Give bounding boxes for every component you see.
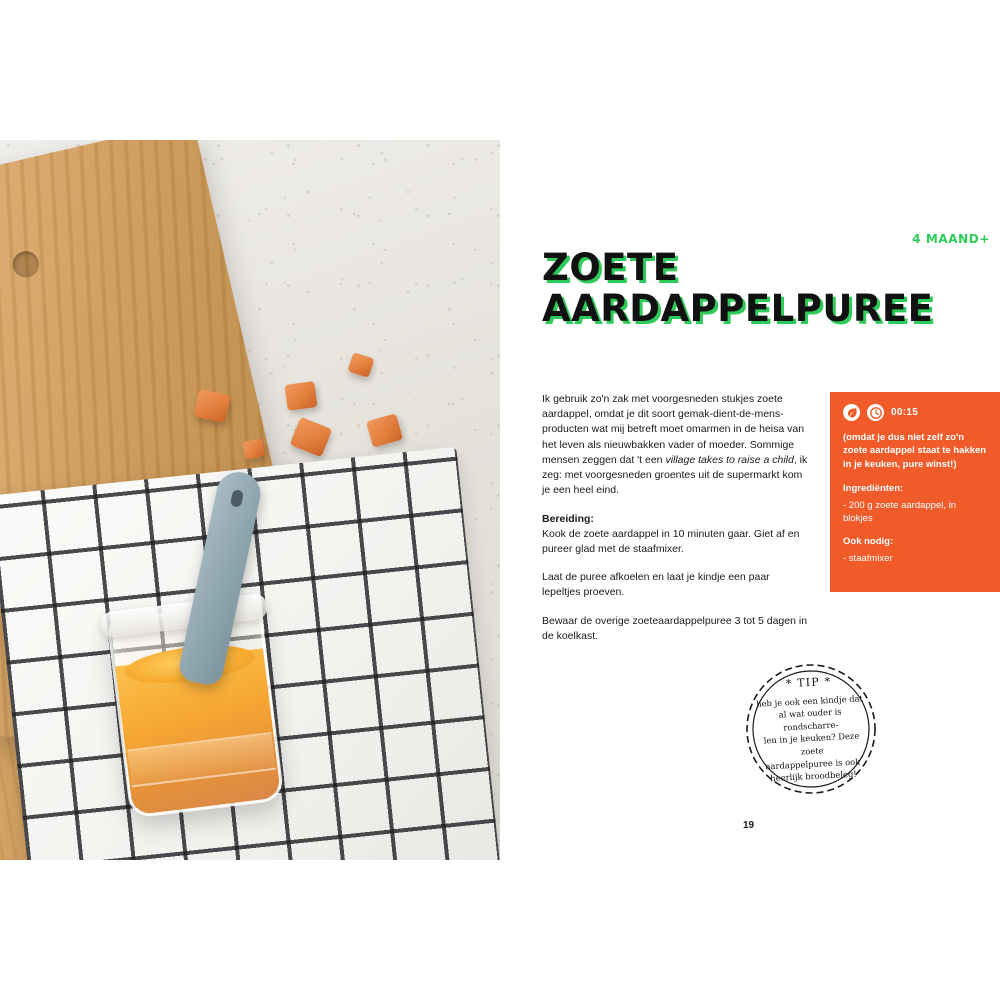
tip-stamp — [744, 662, 878, 796]
tip-line-3: len in je keuken? Deze zoete — [763, 730, 860, 757]
recipe-title-line-2: AARDAPPELPUREE — [542, 287, 934, 331]
tip-heading: * TIP * — [785, 674, 832, 691]
preparation-step-3: Bewaar de overige zoeteaardappelpuree 3 tot 5 dagen in de koelkast. — [542, 614, 808, 642]
recipe-body — [542, 392, 810, 657]
page-title — [542, 247, 942, 330]
tools-list: - staafmixer — [843, 553, 893, 565]
preparation-step-2: Laat de puree afkoelen en laat je kindje een paar lepeltjes proeven. — [542, 571, 770, 599]
spoon-hole — [230, 489, 244, 508]
recipe-intro-part-1: Ik gebruik zo'n zak met voorgesneden stukjes zoete aardappel, omdat je dit soort gemak-dient-de-mens-producten wat mij betreft moet omarmen in de heisa van het leven als nieuwbakken vader of moeder. Sommige mensen zeggen dat 't een — [542, 393, 805, 466]
info-card-note: (omdat je dus niet zelf zo'n zoete aardappel staat te hakken in je keuken, pure winst!) — [843, 432, 987, 470]
recipe-photo — [0, 140, 500, 860]
recipe-title-line-1: ZOETE — [542, 245, 679, 289]
recipe-intro — [542, 392, 810, 499]
recipe-intro-italic: village takes to raise a child — [665, 453, 794, 466]
recipe-text-page — [500, 0, 1000, 1000]
page-number: 19 — [743, 820, 755, 831]
tip-content — [753, 671, 869, 787]
tools-heading: Ook nodig: — [843, 536, 894, 548]
prep-time: 00:15 — [891, 406, 919, 418]
leaf-icon — [843, 404, 860, 421]
recipe-intro-part-2: , ik zeg: met voorgesneden groentes uit de supermarkt kom je een heel eind. — [542, 453, 808, 497]
ingredients-list: - 200 g zoete aardappel, in blokjes — [843, 499, 957, 524]
info-card — [830, 392, 1000, 592]
ingredients-heading: Ingrediënten: — [843, 482, 904, 494]
preparation-heading — [542, 512, 810, 558]
tip-line-1: heb je ook een kindje dat — [755, 692, 864, 709]
info-card-icons — [843, 404, 987, 421]
sweet-potato-cube — [284, 381, 317, 411]
clock-icon — [867, 404, 884, 421]
tip-line-4: aardappelpuree is ook — [765, 756, 861, 772]
cutting-board-hole — [9, 247, 44, 282]
preparation-heading-text: Bereiding: — [542, 512, 594, 525]
tip-line-2: al wat ouder is rondscharre- — [778, 706, 842, 733]
preparation-step-1: Kook de zoete aardappel in 10 minuten gaar. Giet af en pureer glad met de staafmixer. — [542, 527, 800, 555]
age-badge: 4 MAAND+ — [912, 232, 990, 246]
tip-line-5: heerlijk broodbeleg! — [770, 768, 857, 784]
